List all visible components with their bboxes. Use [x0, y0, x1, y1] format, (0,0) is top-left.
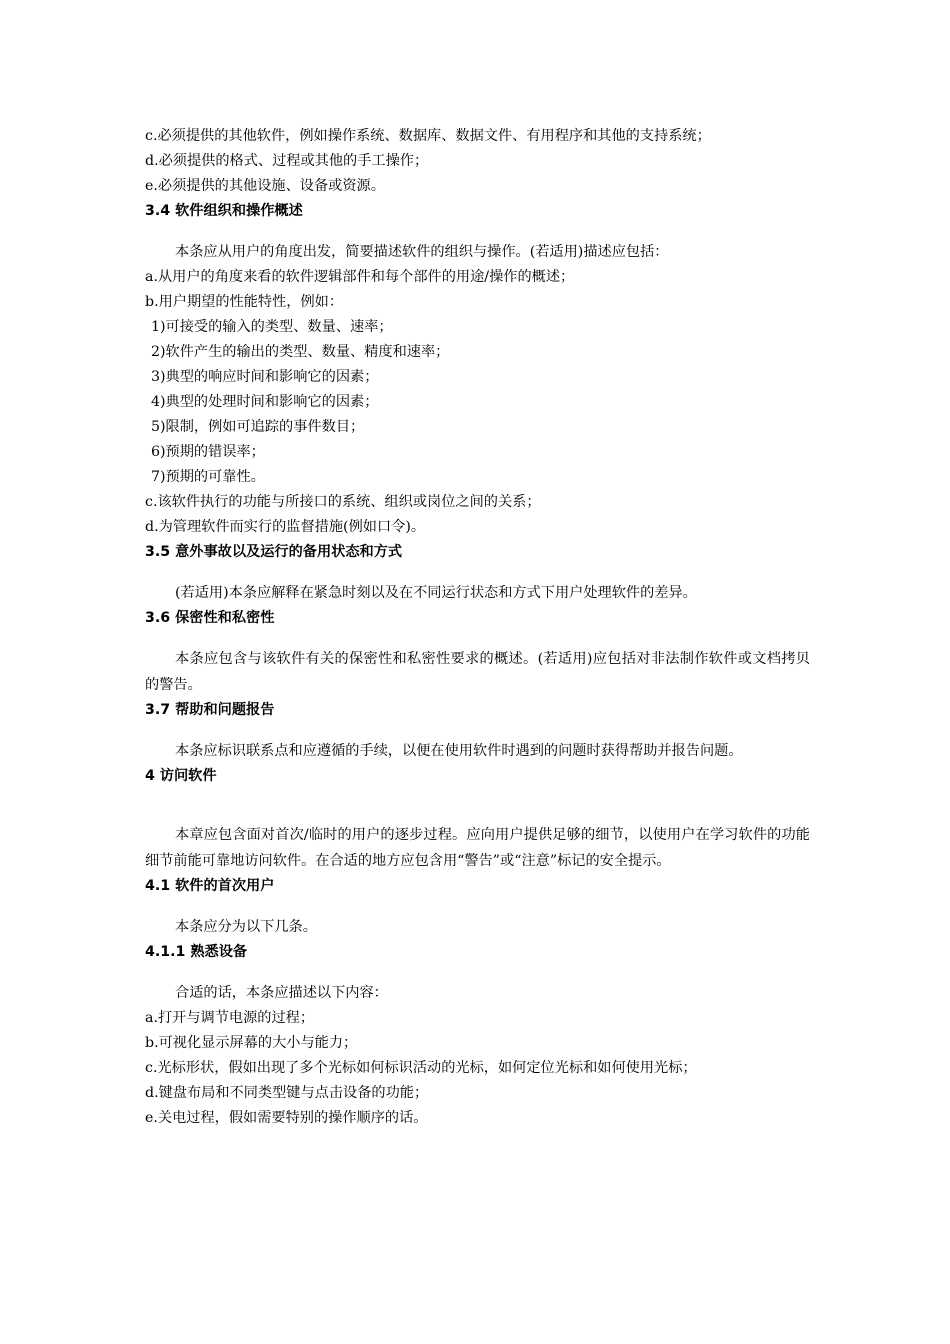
paragraph: 本条应从用户的角度出发，简要描述软件的组织与操作。(若适用)描述应包括： — [175, 244, 669, 260]
section-heading-4-1-1: 4.1.1 熟悉设备 — [145, 944, 248, 960]
section-heading-3-4: 3.4 软件组织和操作概述 — [145, 203, 303, 219]
list-item: c.光标形状，假如出现了多个光标如何标识活动的光标，如何定位光标和如何使用光标； — [145, 1060, 697, 1076]
paragraph: (若适用)本条应解释在紧急时刻以及在不同运行状态和方式下用户处理软件的差异。 — [175, 585, 697, 601]
section-heading-3-7: 3.7 帮助和问题报告 — [145, 702, 275, 718]
sub-list-item: 1)可接受的输入的类型、数量、速率； — [151, 319, 393, 335]
sub-list-item: 6)预期的错误率； — [151, 444, 265, 460]
list-item: c.必须提供的其他软件，例如操作系统、数据库、数据文件、有用程序和其他的支持系统； — [145, 128, 711, 144]
section-heading-4-1: 4.1 软件的首次用户 — [145, 878, 275, 894]
list-item: e.必须提供的其他设施、设备或资源。 — [145, 178, 385, 194]
list-item: b.用户期望的性能特性，例如： — [145, 294, 344, 310]
paragraph: 本条应标识联系点和应遵循的手续，以便在使用软件时遇到的问题时获得帮助并报告问题。 — [175, 743, 743, 759]
section-heading-4: 4 访问软件 — [145, 768, 217, 784]
sub-list-item: 3)典型的响应时间和影响它的因素； — [151, 369, 379, 385]
list-item: a.从用户的角度来看的软件逻辑部件和每个部件的用途/操作的概述； — [145, 269, 575, 285]
sub-list-item: 2)软件产生的输出的类型、数量、精度和速率； — [151, 344, 450, 360]
paragraph: 本章应包含面对首次/临时的用户的逐步过程。应向用户提供足够的细节，以使用户在学习软件的功能细节前能可靠地访问软件。在合适的地方应包含用“警告”或“注意”标记的安全提示。 — [145, 827, 810, 869]
list-item: a.打开与调节电源的过程； — [145, 1010, 315, 1026]
document-body — [145, 124, 810, 1131]
paragraph: 本条应包含与该软件有关的保密性和私密性要求的概述。(若适用)应包括对非法制作软件或文档拷贝的警告。 — [145, 651, 810, 693]
sub-list-item: 4)典型的处理时间和影响它的因素； — [151, 394, 379, 410]
sub-list-item: 7)预期的可靠性。 — [151, 469, 265, 485]
section-heading-3-5: 3.5 意外事故以及运行的备用状态和方式 — [145, 544, 403, 560]
paragraph: 合适的话，本条应描述以下内容： — [175, 985, 388, 1001]
paragraph: 本条应分为以下几条。 — [175, 919, 317, 935]
sub-list-item: 5)限制，例如可追踪的事件数目； — [151, 419, 365, 435]
list-item: c.该软件执行的功能与所接口的系统、组织或岗位之间的关系； — [145, 494, 541, 510]
list-item: d.键盘布局和不同类型键与点击设备的功能； — [145, 1085, 429, 1101]
section-heading-3-6: 3.6 保密性和私密性 — [145, 610, 275, 626]
list-item: b.可视化显示屏幕的大小与能力； — [145, 1035, 358, 1051]
list-item: d.必须提供的格式、过程或其他的手工操作； — [145, 153, 429, 169]
list-item: e.关电过程，假如需要特别的操作顺序的话。 — [145, 1110, 428, 1126]
list-item: d.为管理软件而实行的监督措施(例如口令)。 — [145, 519, 426, 535]
